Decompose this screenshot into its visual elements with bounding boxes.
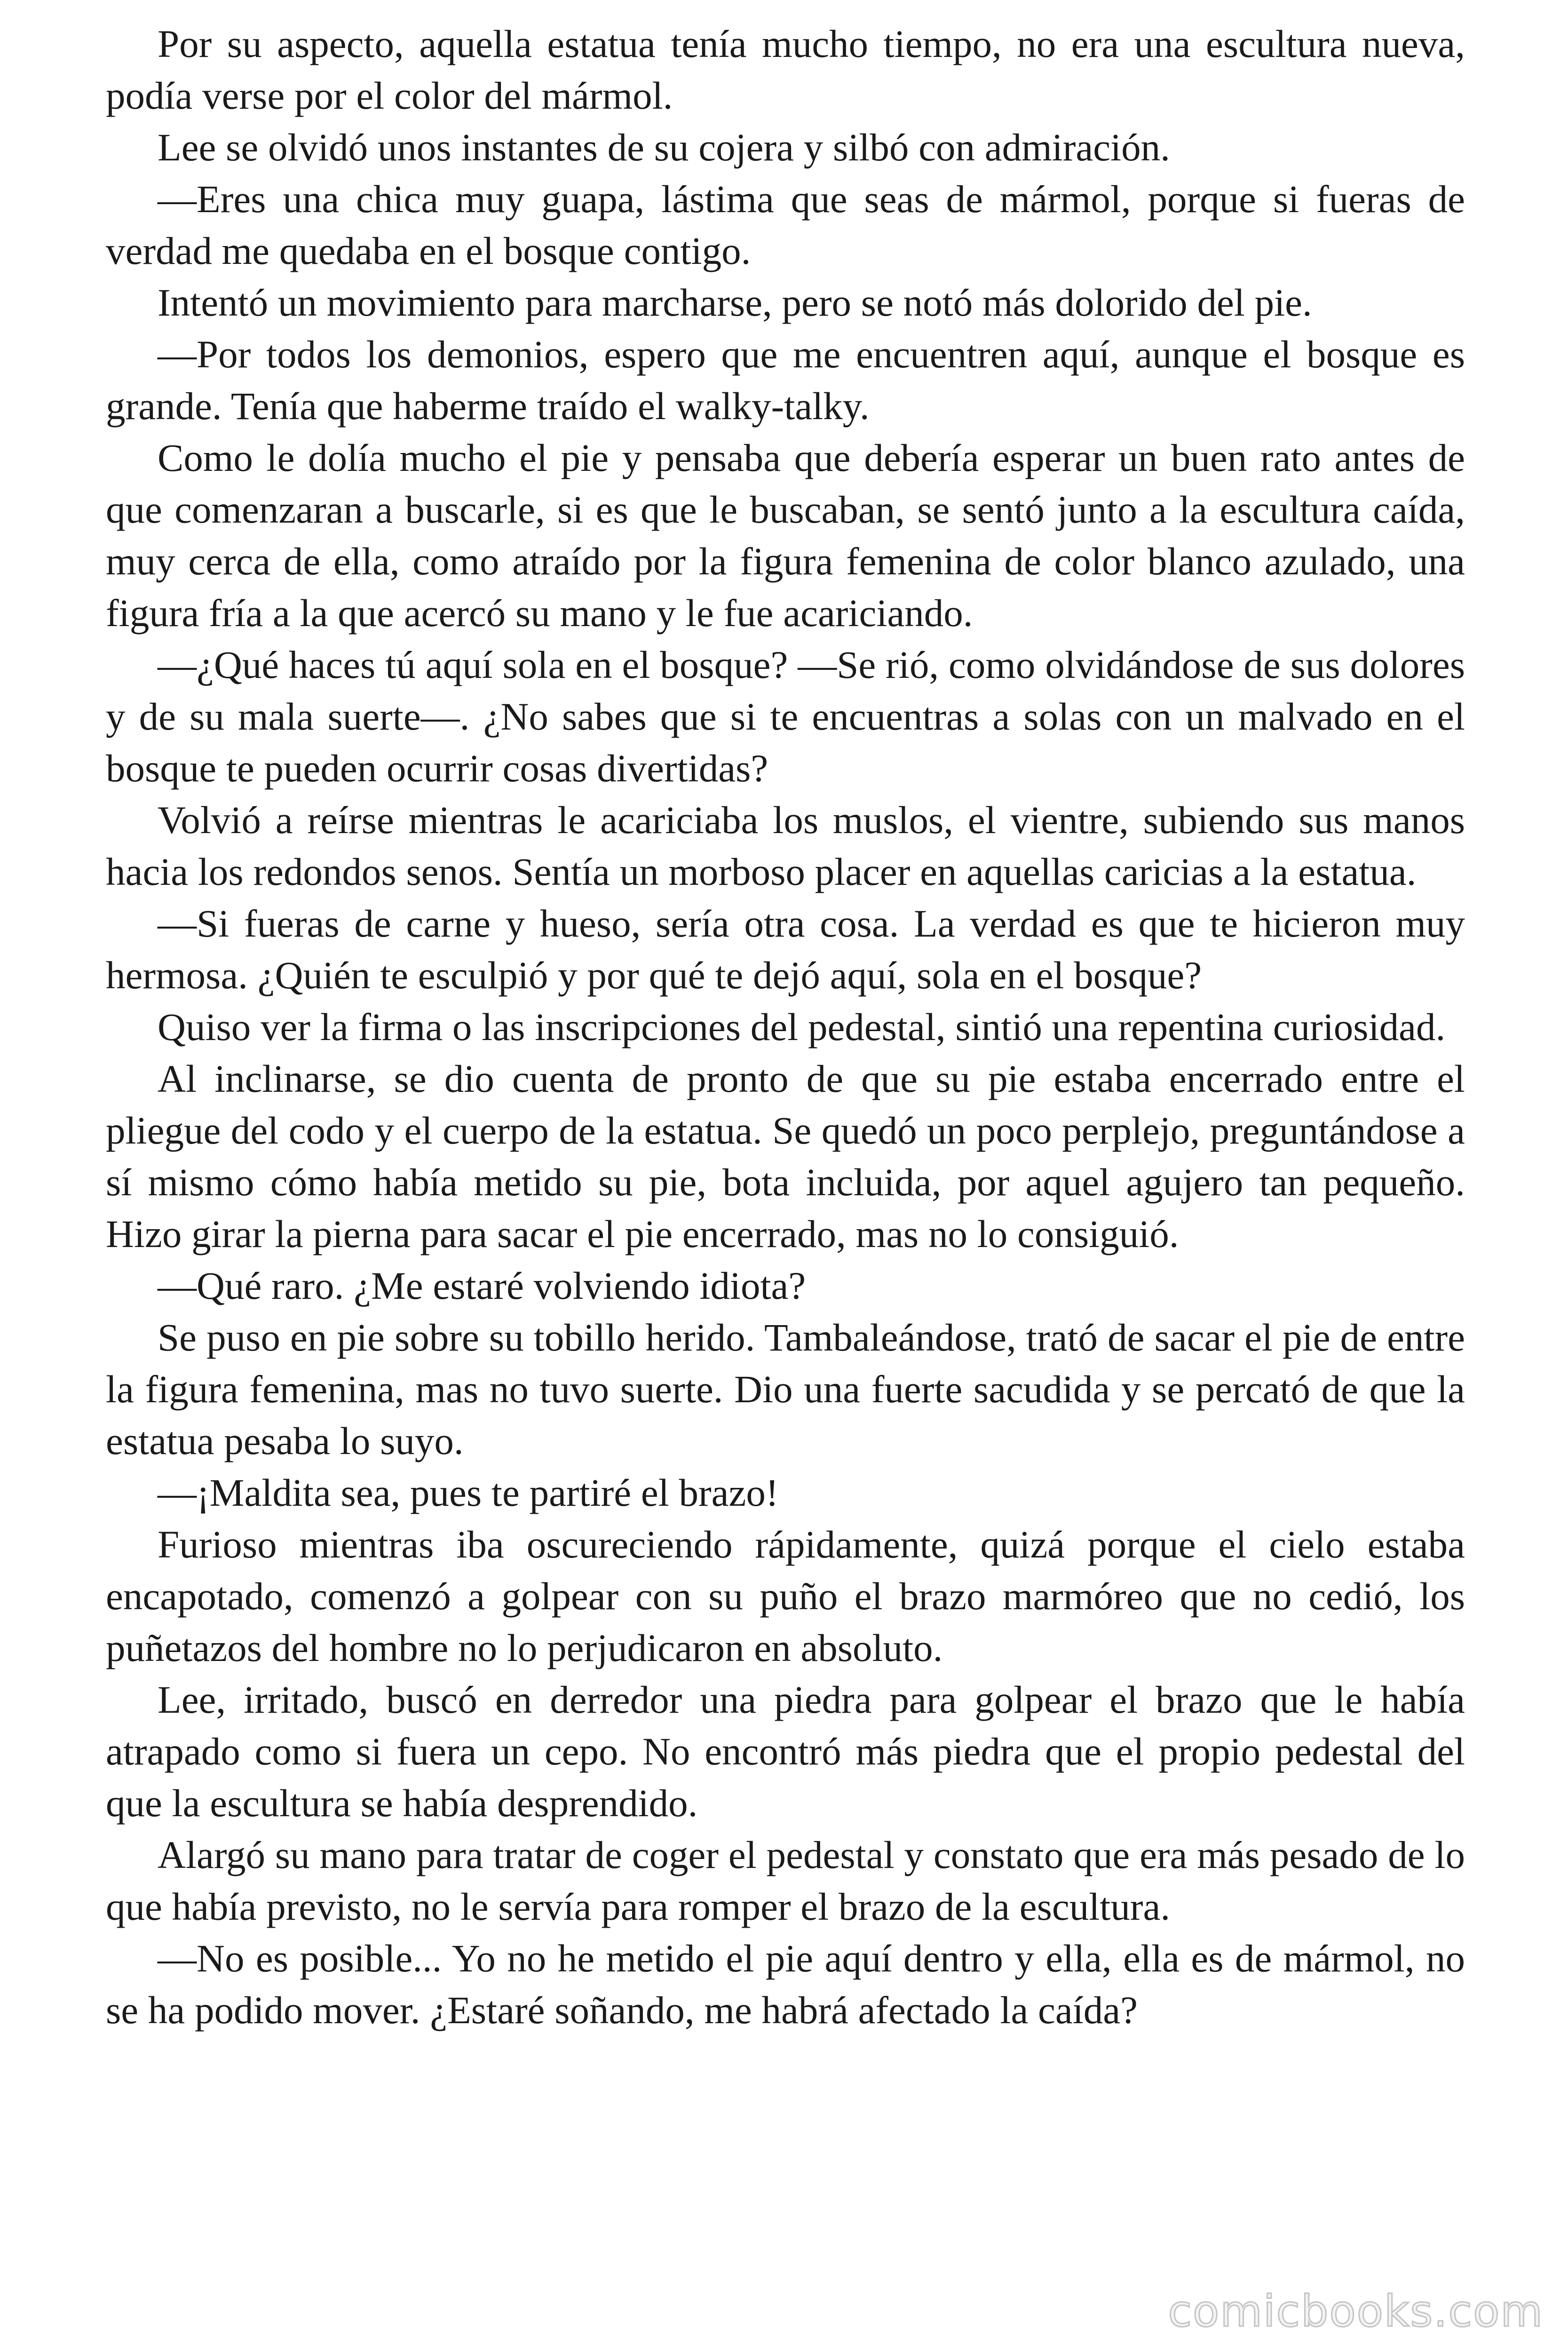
paragraph: —No es posible... Yo no he metido el pie aquí dentro y ella, ella es de mármol, no se ha podido mover. ¿Estaré soñando, me habrá afectado la caída? (106, 1937, 1465, 2032)
paragraph: Se puso en pie sobre su tobillo herido. Tambaleándose, trató de sacar el pie de entre la figura femenina, mas no tuvo suerte. Dio una fuerte sacudida y se percató de que la estatua pesaba lo suyo. (106, 1316, 1465, 1462)
paragraph: —¡Maldita sea, pues te partiré el brazo! (158, 1471, 779, 1514)
watermark: comicbooks.com (1168, 2286, 1544, 2336)
paragraph: Lee, irritado, buscó en derredor una piedra para golpear el brazo que le había atrapado como si fuera un cepo. No encontró más piedra que el propio pedestal del que la escultura se había desprendido. (106, 1678, 1465, 1825)
paragraph: —¿Qué haces tú aquí sola en el bosque? —Se rió, como olvidándose de sus dolores y de su mala suerte—. ¿No sabes que si te encuentras a solas con un malvado en el bosque te pueden ocurrir cosas divertidas? (106, 643, 1465, 790)
paragraph: —Eres una chica muy guapa, lástima que seas de mármol, porque si fueras de verdad me quedaba en el bosque contigo. (106, 177, 1465, 272)
paragraph: Al inclinarse, se dio cuenta de pronto de que su pie estaba encerrado entre el pliegue del codo y el cuerpo de la estatua. Se quedó un poco perplejo, preguntándose a sí mismo cómo había metido su pie, bota incluida, por aquel agujero tan pequeño. Hizo girar la pierna para sacar el pie encerrado, mas no lo consiguió. (106, 1057, 1465, 1255)
book-page (106, 18, 1465, 2313)
paragraph: Alargó su mano para tratar de coger el pedestal y constato que era más pesado de lo que había previsto, no le servía para romper el brazo de la escultura. (106, 1833, 1465, 1928)
paragraph: Quiso ver la firma o las inscripciones del pedestal, sintió una repentina curiosidad. (158, 1005, 1446, 1049)
paragraph: —Qué raro. ¿Me estaré volviendo idiota? (158, 1264, 806, 1307)
paragraph: Furioso mientras iba oscureciendo rápidamente, quizá porque el cielo estaba encapotado, comenzó a golpear con su puño el brazo marmóreo que no cedió, los puñetazos del hombre no lo perjudicaron en absoluto. (106, 1523, 1465, 1669)
paragraph: —Por todos los demonios, espero que me encuentren aquí, aunque el bosque es grande. Tenía que haberme traído el walky-talky. (106, 333, 1465, 428)
paragraph: Intentó un movimiento para marcharse, pero se notó más dolorido del pie. (158, 281, 1312, 324)
paragraph: Como le dolía mucho el pie y pensaba que debería esperar un buen rato antes de que comenzaran a buscarle, si es que le buscaban, se sentó junto a la escultura caída, muy cerca de ella, como atraído por la figura femenina de color blanco azulado, una figura fría a la que acercó su mano y le fue acariciando. (106, 436, 1465, 635)
paragraph: Por su aspecto, aquella estatua tenía mucho tiempo, no era una escultura nueva, podía verse por el color del mármol. (106, 22, 1465, 117)
paragraph: —Si fueras de carne y hueso, sería otra cosa. La verdad es que te hicieron muy hermosa. ¿Quién te esculpió y por qué te dejó aquí, sola en el bosque? (106, 902, 1465, 997)
paragraph: Volvió a reírse mientras le acariciaba los muslos, el vientre, subiendo sus manos hacia los redondos senos. Sentía un morboso placer en aquellas caricias a la estatua. (106, 798, 1465, 893)
paragraph: Lee se olvidó unos instantes de su cojera y silbó con admiración. (158, 126, 1170, 169)
